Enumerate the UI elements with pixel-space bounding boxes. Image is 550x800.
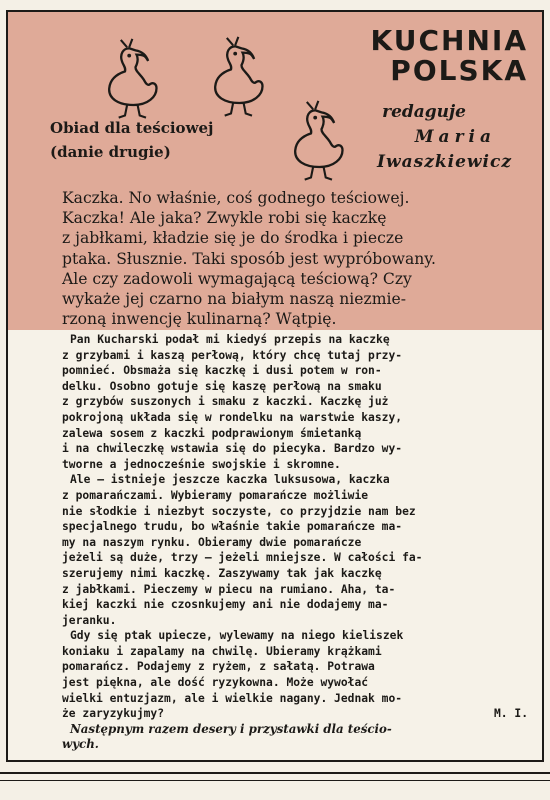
body-line: z grzybów suszonych i smaku z kaczki. Kaczkę już: [62, 395, 389, 409]
body-line: z pomarańczami. Wybieramy pomarańcze możliwie: [62, 488, 369, 502]
lead-paragraph: [62, 188, 532, 329]
article-subtitle-line-1: Obiad dla teściowej: [50, 119, 214, 137]
body-line: jeżeli są duże, trzy — jeżeli mniejsze. W całości fa-: [62, 551, 423, 565]
body-line: pomarańcz. Podajemy z ryżem, z sałatą. Potrawa: [62, 660, 375, 674]
body-line: pokrojoną układa się w rondelku na warstwie kaszy,: [62, 410, 403, 424]
body-line: delku. Osobno gotuje się kaszę perłową na smaku: [62, 379, 382, 393]
body-line: i na chwileczkę wstawia się do piecyka. Bardzo wy-: [62, 442, 403, 456]
article-body: [62, 332, 532, 753]
duck-icon: [215, 37, 262, 116]
closing-line: wych.: [62, 737, 99, 752]
body-line: szerujemy nimi kaczkę. Zaszywamy tak jak kaczkę: [62, 566, 382, 580]
body-line: kiej kaczki nie czosnkujemy ani nie dodajemy ma-: [62, 598, 389, 612]
body-line: wielki entuzjazm, ale i wielkie nagany. Jednak mo-: [62, 691, 403, 705]
body-line: jest piękna, ale dość ryzykowna. Może wywołać: [62, 676, 369, 690]
body-line: Ale — istnieje jeszcze kaczka luksusowa, kaczka: [70, 473, 390, 487]
editor-credit-line-2: Maria: [414, 127, 496, 147]
body-line: my na naszym rynku. Obieramy dwie pomarańcze: [62, 535, 362, 549]
editor-credit-line-3: Iwaszkiewicz: [377, 152, 512, 172]
column-title-line-2: POLSKA: [390, 54, 528, 87]
duck-icon: [109, 39, 156, 118]
body-line: koniaku i zapalamy na chwilę. Ubieramy krążkami: [62, 644, 382, 658]
body-line-with-signature: [62, 706, 532, 722]
body-line: nie słodkie i niezbyt soczyste, co przyjdzie nam bez: [62, 504, 416, 518]
closing-line: Następnym razem desery i przystawki dla teścio-: [70, 721, 392, 736]
bottom-rule-thin: [0, 780, 550, 781]
body-line: jeranku.: [62, 613, 117, 627]
editor-credit-line-1: redaguje: [382, 102, 466, 122]
article-subtitle-line-2: (danie drugie): [50, 143, 171, 161]
column-title: [348, 26, 528, 86]
lead-line: wykaże jej czarno na białym naszą niezmie-: [62, 290, 406, 309]
column-title-line-1: KUCHNIA: [370, 24, 528, 57]
author-signature: M. I.: [493, 707, 528, 721]
editor-credit: [322, 100, 512, 175]
body-line: pomnieć. Obsmaża się kaczkę i dusi potem w ron-: [62, 364, 382, 378]
body-line: Pan Kucharski podał mi kiedyś przepis na kaczkę: [70, 333, 390, 346]
body-line: z grzybami i kaszą perłową, który chcę tutaj przy-: [62, 348, 403, 362]
lead-line: Kaczka. No właśnie, coś godnego teściowej.: [62, 189, 410, 207]
lead-line: Ale czy zadowoli wymagającą teściową? Czy: [62, 269, 412, 288]
body-line: że zaryzykujmy?: [62, 707, 165, 721]
article-subtitle: [50, 116, 270, 164]
bottom-rule: [0, 772, 550, 774]
body-line: z jabłkami. Pieczemy w piecu na rumiano. Aha, ta-: [62, 582, 396, 596]
body-line: specjalnego trudu, bo właśnie takie pomarańcze ma-: [62, 520, 403, 534]
article-frame: [6, 10, 544, 762]
body-line: Gdy się ptak upiecze, wylewamy na niego kieliszek: [70, 629, 404, 643]
lead-line: rzoną inwencję kulinarną? Wątpię.: [62, 310, 337, 329]
lead-line: Kaczka! Ale jaka? Zwykle robi się kaczkę: [62, 209, 387, 228]
body-line: tworne a jednocześnie swojskie i skromne.: [62, 457, 341, 471]
lead-line: ptaka. Słusznie. Taki sposób jest wypróbowany.: [62, 249, 436, 268]
lead-line: z jabłkami, kładzie się je do środka i piecze: [62, 229, 404, 248]
body-line: zalewa sosem z kaczki podprawionym śmietanką: [62, 426, 362, 440]
